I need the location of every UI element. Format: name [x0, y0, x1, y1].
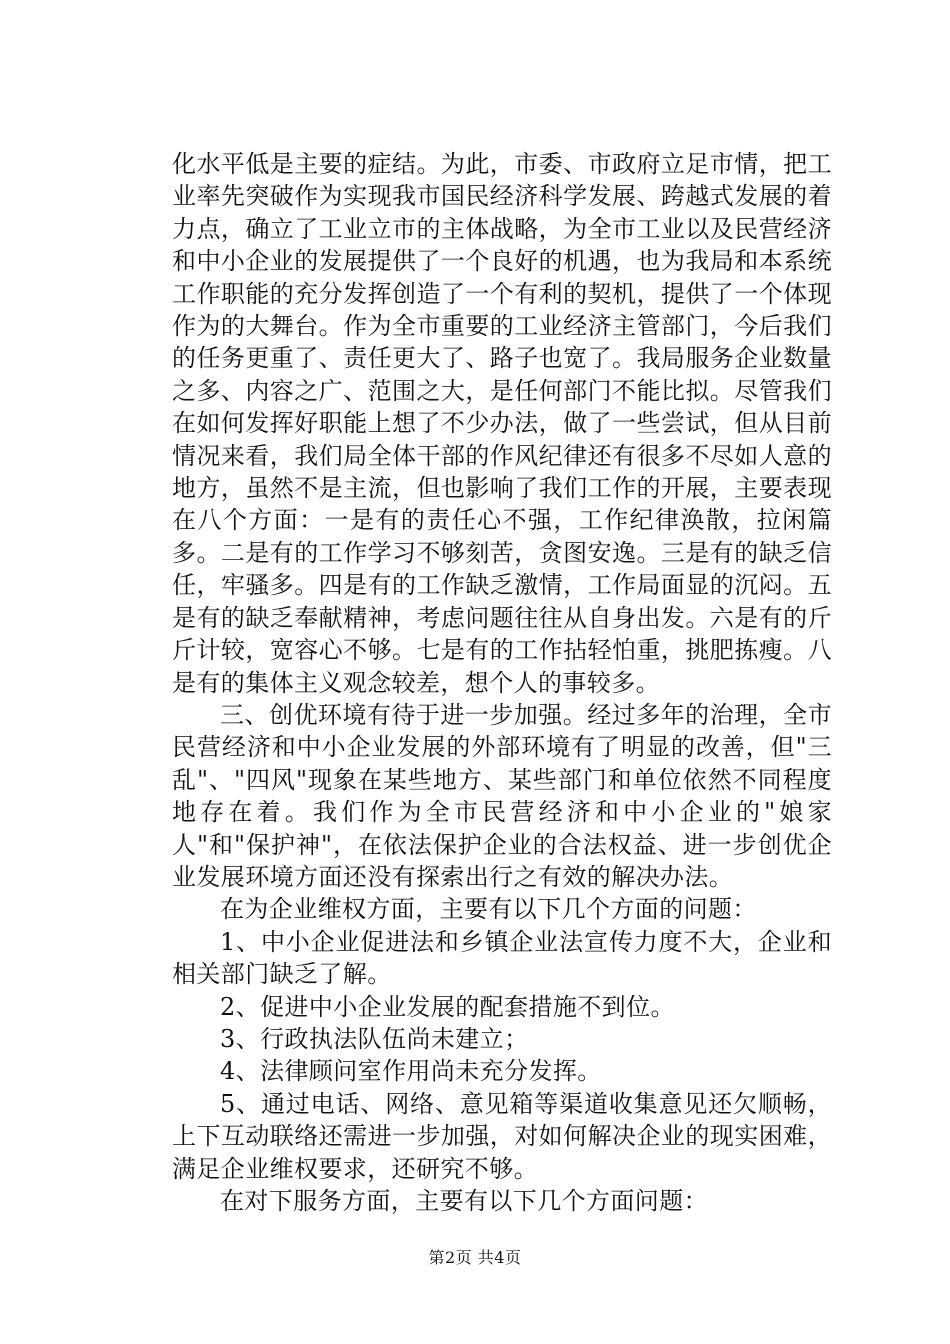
paragraph-service-intro: 在对下服务方面，主要有以下几个方面问题： [220, 1187, 708, 1215]
list-item-5: 5、通过电话、网络、意见箱等渠道收集意见还欠顺畅，上下互动联络还需进一步加强，对如何解决企业的现实困难，满足企业维权要求，还研究不够。 [172, 1089, 832, 1183]
list-item-1: 1、中小企业促进法和乡镇企业法宣传力度不大，企业和相关部门缺乏了解。 [172, 927, 832, 989]
paragraph-rights-intro: 在为企业维权方面，主要有以下几个方面的问题： [220, 895, 757, 924]
list-item-4: 4、法律顾问室作用尚未充分发挥。 [220, 1057, 602, 1086]
list-item-3: 3、行政执法队伍尚未建立； [220, 1024, 529, 1053]
paragraph-section-three: 三、创优环境有待于进一步加强。经过多年的治理，全市民营经济和中小企业发展的外部环境有了明显的改善，但"三乱"、"四风"现象在某些地方、某些部门和单位依然不同程度地存在着。我们作为全市民营经济和中小企业的"娘家人"和"保护神"，在依法保护企业的合法权益、进一步创优企业发展环境方面还没有探索出行之有效的解决办法。 [172, 700, 832, 891]
page-number-footer: 第2页 共4页 [428, 1248, 522, 1267]
paragraph-continuation: 化水平低是主要的症结。为此，市委、市政府立足市情，把工业率先突破作为实现我市国民经济科学发展、跨越式发展的着力点，确立了工业立市的主体战略，为全市工业以及民营经济和中小企业的发展提供了一个良好的机遇，也为我局和本系统工作职能的充分发挥创造了一个有利的契机，提供了一个体现作为的大舞台。作为全市重要的工业经济主管部门，今后我们的任务更重了、责任更大了、路子也宽了。我局服务企业数量之多、内容之广、范围之大，是任何部门不能比拟。尽管我们在如何发挥好职能上想了不少办法，做了一些尝试，但从目前情况来看，我们局全体干部的作风纪律还有很多不尽如人意的地方，虽然不是主流，但也影响了我们工作的开展，主要表现在八个方面：一是有的责任心不强，工作纪律涣散，拉闲篇多。二是有的工作学习不够刻苦，贪图安逸。三是有的缺乏信任，牢骚多。四是有的工作缺乏激情，工作局面显的沉闷。五是有的缺乏奉献精神，考虑问题往往从自身出发。六是有的斤斤计较，宽容心不够。七是有的工作拈轻怕重，挑肥拣瘦。八是有的集体主义观念较差，想个人的事较多。 [172, 150, 832, 697]
document-body [172, 148, 832, 1217]
list-item-2: 2、促进中小企业发展的配套措施不到位。 [220, 992, 675, 1021]
